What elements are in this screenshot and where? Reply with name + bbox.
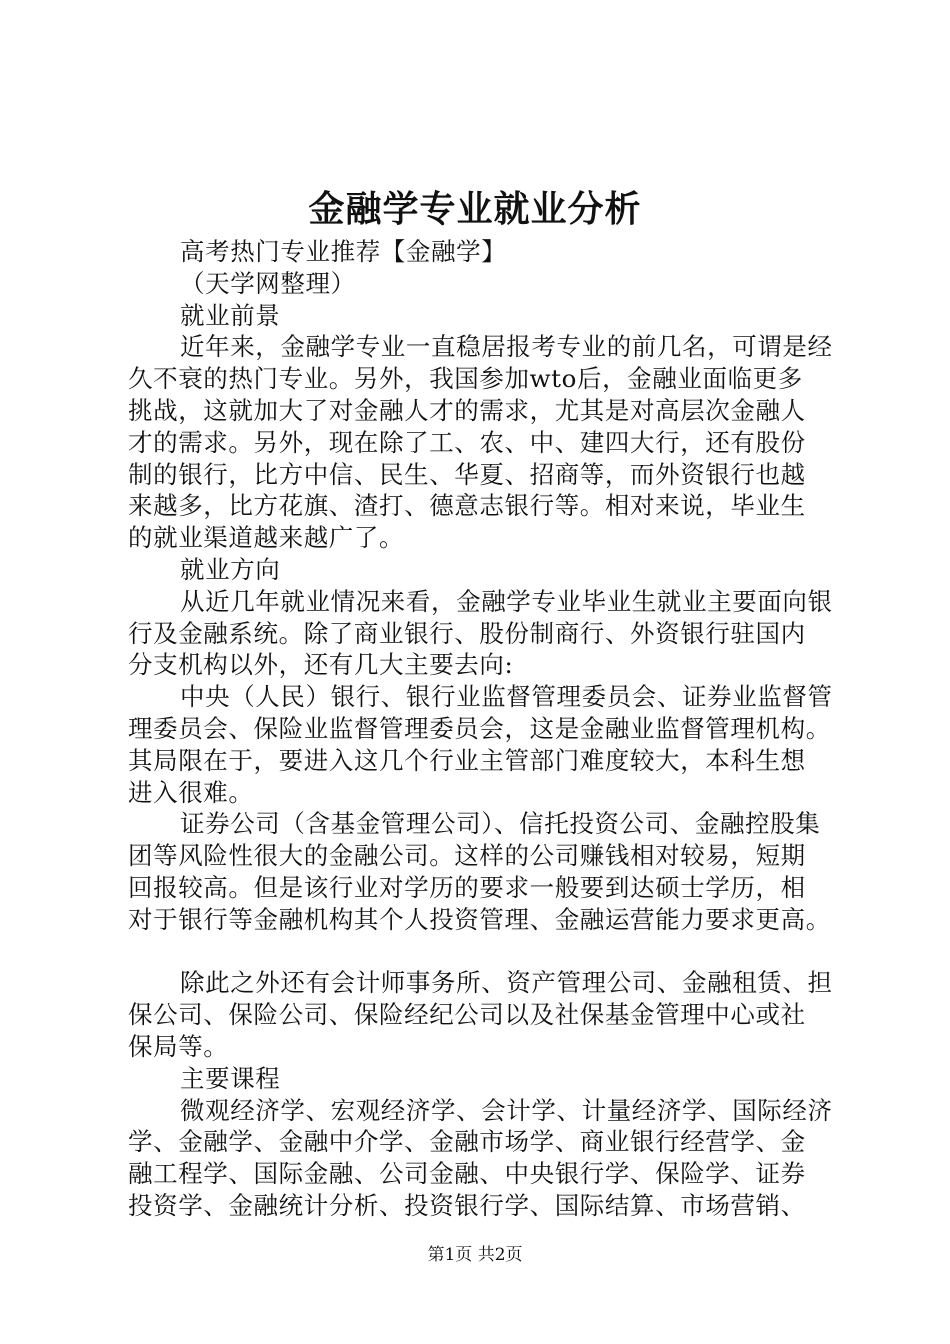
paragraph-line: 团等风险性很大的金融公司。这样的公司赚钱相对较易，短期 [128, 841, 806, 871]
paragraph-line: 分支机构以外，还有几大主要去向: [128, 650, 514, 680]
paragraph-gap [128, 936, 836, 968]
document-body [128, 236, 836, 1222]
section-heading: 就业前景 [180, 300, 281, 330]
section-heading: 主要课程 [180, 1063, 281, 1093]
paragraph-line: 中央（人民）银行、银行业监督管理委员会、证券业监督管 [180, 682, 833, 712]
source-line: （天学网整理） [180, 268, 356, 298]
paragraph-line: 从近几年就业情况来看，金融学专业毕业生就业主要面向银 [180, 586, 833, 616]
subtitle-line: 高考热门专业推荐【金融学】 [180, 237, 507, 266]
paragraph-line: 微观经济学、宏观经济学、会计学、计量经济学、国际经济 [180, 1095, 833, 1125]
paragraph-line: 学、金融学、金融中介学、金融市场学、商业银行经营学、金 [128, 1127, 806, 1157]
paragraph-line: 理委员会、保险业监督管理委员会，这是金融业监督管理机构。 [128, 713, 831, 743]
paragraph-line: 的就业渠道越来越广了。 [128, 523, 405, 553]
paragraph-line: 行及金融系统。除了商业银行、股份制商行、外资银行驻国内 [128, 618, 806, 648]
paragraph-line: 近年来，金融学专业一直稳居报考专业的前几名，可谓是经 [180, 332, 833, 362]
paragraph-line: 保局等。 [128, 1031, 229, 1061]
paragraph-line: 制的银行，比方中信、民生、华夏、招商等，而外资银行也越 [128, 459, 806, 489]
paragraph-line: 投资学、金融统计分析、投资银行学、国际结算、市场营销、 [128, 1190, 806, 1220]
page-footer: 第1页 共2页 [427, 1245, 523, 1265]
paragraph-line: 来越多，比方花旗、渣打、德意志银行等。相对来说，毕业生 [128, 491, 806, 521]
paragraph-line: 证券公司（含基金管理公司）、信托投资公司、金融控股集 [180, 809, 821, 839]
section-heading: 就业方向 [180, 554, 281, 584]
paragraph-line: 挑战，这就加大了对金融人才的需求，尤其是对高层次金融人 [128, 395, 806, 425]
paragraph-line: 保公司、保险公司、保险经纪公司以及社保基金管理中心或社 [128, 1000, 806, 1030]
paragraph-line: 其局限在于，要进入这几个行业主管部门难度较大，本科生想 [128, 745, 806, 775]
paragraph-line: 才的需求。另外，现在除了工、农、中、建四大行，还有股份 [128, 427, 806, 457]
document-title: 金融学专业就业分析 [308, 188, 642, 230]
paragraph-line: 除此之外还有会计师事务所、资产管理公司、金融租赁、担 [180, 968, 833, 998]
paragraph-line: 融工程学、国际金融、公司金融、中央银行学、保险学、证券 [128, 1159, 806, 1189]
paragraph-line: 对于银行等金融机构其个人投资管理、金融运营能力要求更高。 [128, 904, 831, 934]
paragraph-line: 进入很难。 [128, 777, 254, 807]
paragraph-line: 回报较高。但是该行业对学历的要求一般要到达硕士学历，相 [128, 872, 806, 902]
paragraph-line: 久不衰的热门专业。另外，我国参加wto后，金融业面临更多 [128, 364, 803, 394]
